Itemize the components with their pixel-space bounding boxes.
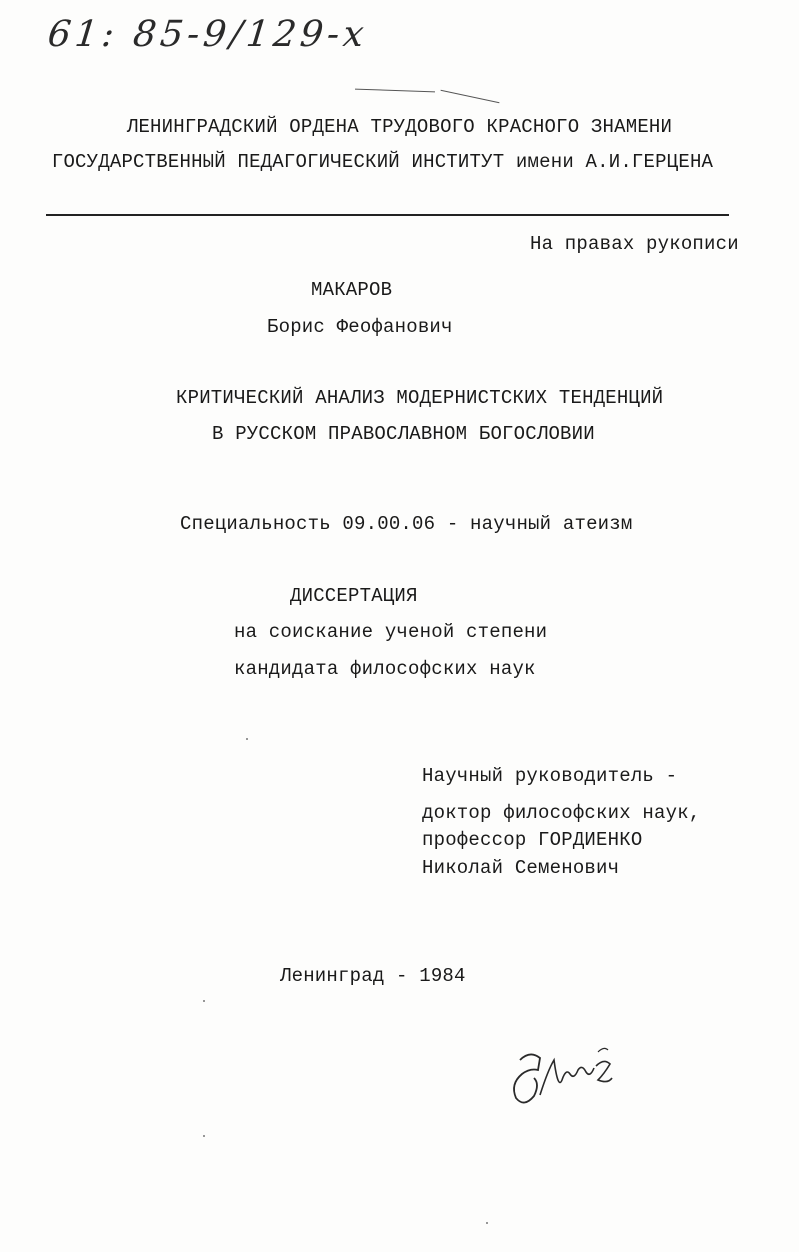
supervisor-label: Научный руководитель - [422, 765, 678, 787]
dissertation-title-line-2: В РУССКОМ ПРАВОСЛАВНОМ БОГОСЛОВИИ [212, 423, 595, 445]
scan-speck [246, 738, 248, 740]
signature-handwritten [500, 1040, 630, 1115]
author-surname: МАКАРОВ [311, 279, 393, 301]
archive-code-handwritten: 61: 85-9/129-x [45, 14, 370, 55]
pen-stroke [441, 90, 500, 103]
degree-line-1: на соискание ученой степени [234, 621, 548, 643]
scan-speck [486, 1222, 488, 1224]
supervisor-title-name: профессор ГОРДИЕНКО [422, 829, 643, 851]
specialty: Специальность 09.00.06 - научный атеизм [180, 513, 633, 535]
scan-speck [203, 1135, 205, 1137]
supervisor-degree: доктор философских наук, [422, 802, 701, 824]
degree-line-2: кандидата философских наук [234, 658, 536, 680]
institution-line-2: ГОСУДАРСТВЕННЫЙ ПЕДАГОГИЧЕСКИЙ ИНСТИТУТ имени А.И.ГЕРЦЕНА [51, 151, 714, 173]
header-divider [46, 214, 729, 216]
supervisor-name: Николай Семенович [422, 857, 620, 879]
pen-stroke [355, 89, 435, 93]
author-given-names: Борис Феофанович [267, 316, 453, 338]
place-year: Ленинград - 1984 [280, 965, 466, 987]
scan-speck [203, 1000, 205, 1002]
degree-label: ДИССЕРТАЦИЯ [290, 585, 418, 607]
institution-line-1: ЛЕНИНГРАДСКИЙ ОРДЕНА ТРУДОВОГО КРАСНОГО ЗНАМЕНИ [126, 116, 673, 138]
manuscript-note: На правах рукописи [530, 233, 739, 255]
dissertation-title-line-1: КРИТИЧЕСКИЙ АНАЛИЗ МОДЕРНИСТСКИХ ТЕНДЕНЦИЙ [176, 387, 664, 409]
